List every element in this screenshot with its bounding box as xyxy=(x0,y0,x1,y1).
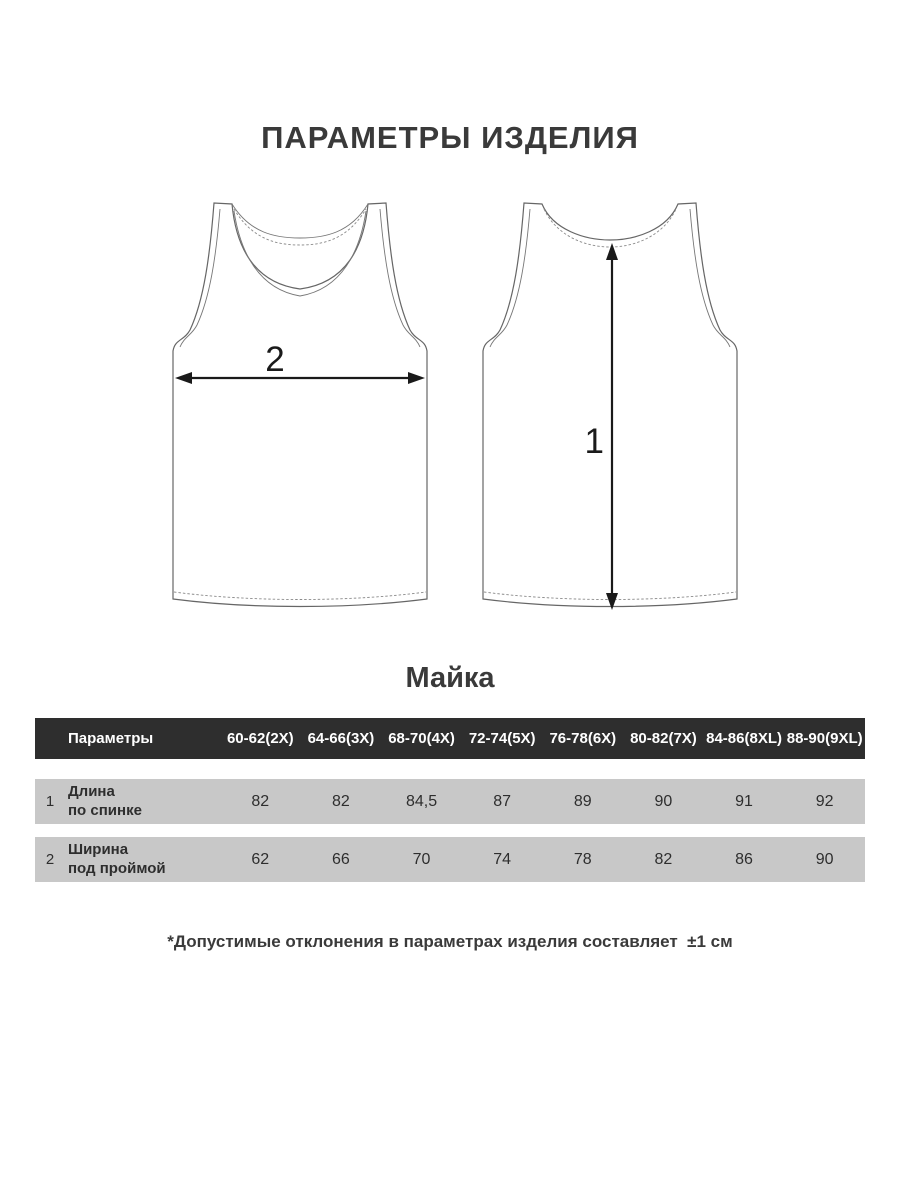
cell-value: 90 xyxy=(654,792,673,810)
row-label-line: Ширина xyxy=(68,840,129,858)
size-table xyxy=(35,718,865,895)
table-row-underarm-width xyxy=(35,837,865,882)
cell-value: 78 xyxy=(573,850,592,868)
size-column-header: 64-66(3X) xyxy=(307,730,375,747)
cell-value: 74 xyxy=(493,850,512,868)
size-column-header: 88-90(9XL) xyxy=(786,730,863,747)
cell-value: 82 xyxy=(251,792,270,810)
back-left-armhole-trim xyxy=(490,209,530,347)
row-label-line: под проймой xyxy=(68,859,166,877)
table-row-back-length xyxy=(35,779,865,824)
row-label xyxy=(65,841,220,879)
size-column-header: 60-62(2X) xyxy=(226,730,294,747)
back-silhouette-outline xyxy=(483,203,737,607)
length-arrow xyxy=(585,243,618,610)
front-right-armhole-trim xyxy=(380,209,420,347)
front-silhouette-outline xyxy=(173,203,427,607)
row-number: 1 xyxy=(45,793,55,810)
back-right-armhole-trim xyxy=(690,209,730,347)
cell-value: 87 xyxy=(493,792,512,810)
front-hem-stitch xyxy=(174,592,426,600)
cell-value: 91 xyxy=(735,792,753,810)
page-title: ПАРАМЕТРЫ ИЗДЕЛИЯ xyxy=(261,120,639,155)
row-number: 2 xyxy=(45,851,55,868)
size-column-header: 84-86(8XL) xyxy=(706,730,782,747)
size-table-header-row xyxy=(35,718,865,759)
cell-value: 62 xyxy=(251,850,270,868)
row-label-line: Длина xyxy=(68,782,115,800)
front-neckline-trim xyxy=(234,211,366,296)
size-column-header: 72-74(5X) xyxy=(468,730,536,747)
cell-value: 86 xyxy=(735,850,753,868)
tank-back-view-drawing xyxy=(460,185,760,625)
back-neckline-line xyxy=(232,204,368,238)
cell-value: 92 xyxy=(815,792,834,810)
cell-value: 84,5 xyxy=(405,792,438,810)
tolerance-footnote: *Допустимые отклонения в параметрах изделия составляет ±1 см xyxy=(167,932,733,951)
cell-value: 66 xyxy=(332,850,350,868)
width-arrow xyxy=(175,340,425,384)
cell-value: 82 xyxy=(332,792,350,810)
tank-front-view-drawing xyxy=(150,185,450,625)
width-arrow-label: 2 xyxy=(265,340,285,379)
length-arrow-label: 1 xyxy=(584,422,604,461)
cell-value: 82 xyxy=(654,850,673,868)
row-label xyxy=(65,783,220,821)
header-parameters: Параметры xyxy=(68,730,154,747)
cell-value: 90 xyxy=(815,850,834,868)
row-label-line: по спинке xyxy=(68,801,142,819)
cell-value: 70 xyxy=(412,850,431,868)
product-name: Майка xyxy=(405,662,495,694)
size-column-header: 76-78(6X) xyxy=(549,730,617,747)
garment-drawings xyxy=(0,185,900,630)
front-left-armhole-trim xyxy=(180,209,220,347)
size-column-header: 68-70(4X) xyxy=(388,730,455,747)
size-column-header: 80-82(7X) xyxy=(630,730,697,747)
cell-value: 89 xyxy=(573,792,592,810)
